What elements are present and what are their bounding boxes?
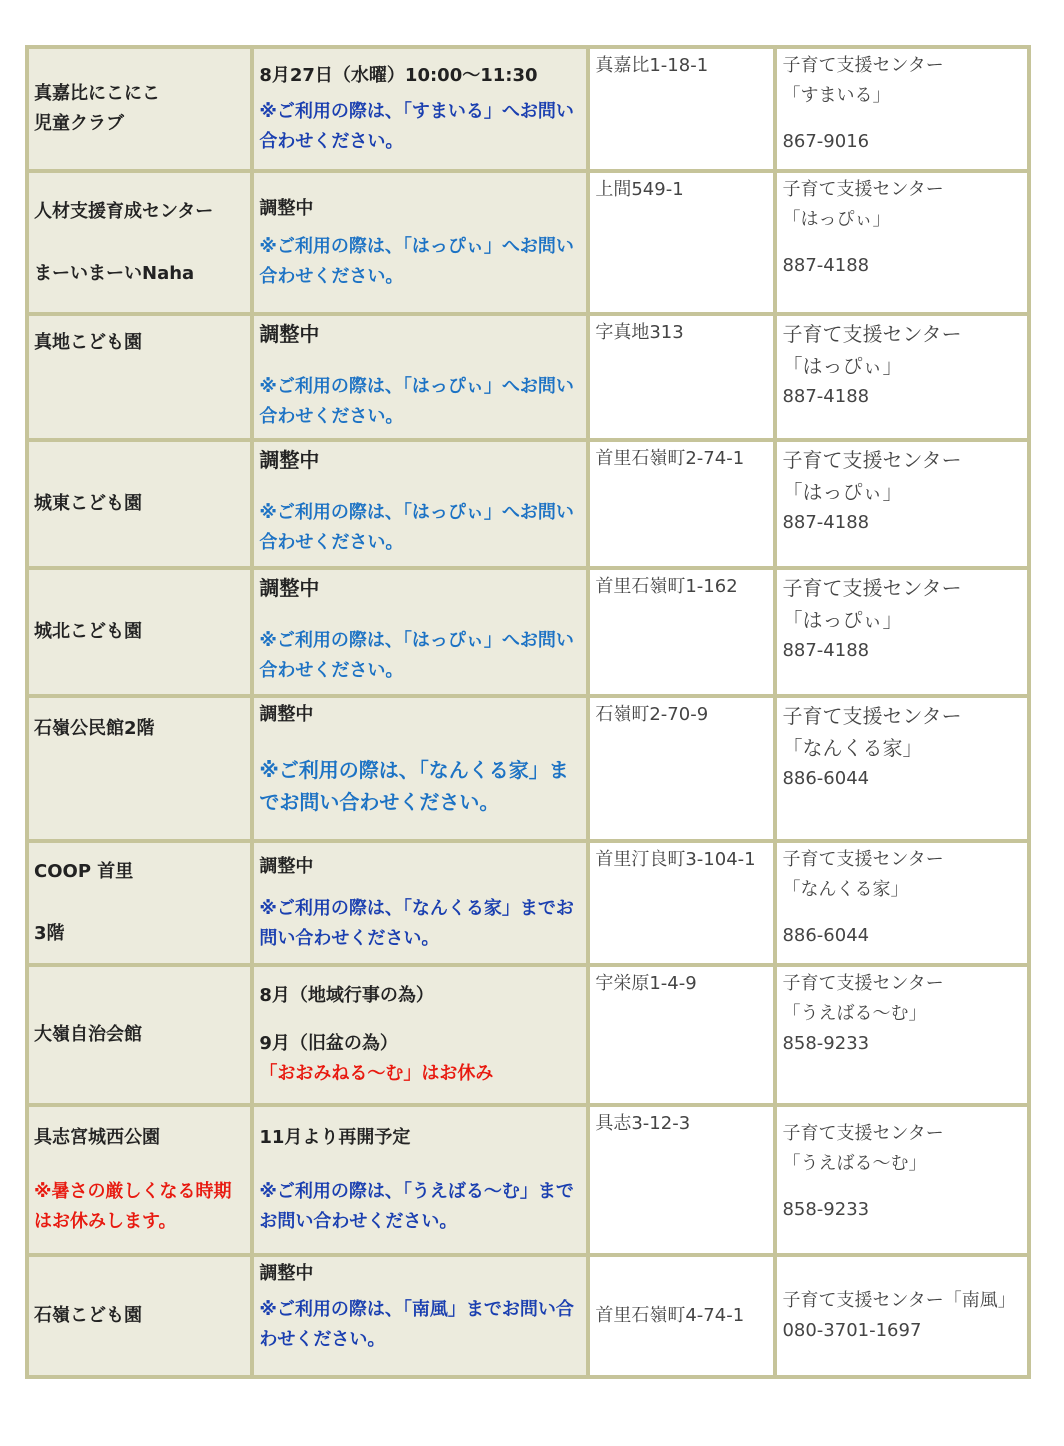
facility-cell xyxy=(27,841,252,965)
contact-note: ※ご利用の際は、「はっぴぃ」へお問い合わせください。 xyxy=(259,630,574,681)
center-cell xyxy=(775,568,1029,696)
center-phone: 887-4188 xyxy=(782,255,870,276)
schedule-text: 調整中 xyxy=(259,856,314,877)
table-row xyxy=(27,440,1029,568)
center-label: 子育て支援センター xyxy=(782,55,944,76)
address-cell: 字真地313 xyxy=(588,314,775,440)
center-phone: 887-4188 xyxy=(782,640,870,661)
facility-cell xyxy=(27,440,252,568)
schedule-cell xyxy=(252,1105,588,1255)
address-cell: 上間549-1 xyxy=(588,171,775,314)
contact-note: ※ご利用の際は、「はっぴぃ」へお問い合わせください。 xyxy=(259,376,574,427)
schedule-line: 9月（旧盆の為） xyxy=(259,1033,398,1054)
schedule-text: 調整中 xyxy=(259,704,314,725)
center-name: 「なんくる家」 xyxy=(782,736,923,760)
center-cell xyxy=(775,965,1029,1105)
facility-cell xyxy=(27,1105,252,1255)
facility-name: 児童クラブ xyxy=(34,113,124,134)
center-phone: 858-9233 xyxy=(782,1199,870,1220)
schedule-text: 調整中 xyxy=(259,576,320,600)
schedule-cell xyxy=(252,47,588,171)
table-row xyxy=(27,171,1029,314)
address-cell: 首里汀良町3-104-1 xyxy=(588,841,775,965)
contact-note: ※ご利用の際は、「すまいる」へお問い合わせください。 xyxy=(259,101,574,152)
facility-name: 人材支援育成センター xyxy=(34,200,214,222)
facility-cell xyxy=(27,696,252,841)
table-row xyxy=(27,314,1029,440)
center-label: 子育て支援センター xyxy=(782,179,944,200)
facility-name: 城東こども園 xyxy=(34,493,142,514)
center-cell xyxy=(775,171,1029,314)
schedule-table xyxy=(25,45,1031,1379)
facility-name: COOP 首里 xyxy=(34,861,134,882)
facility-note: ※暑さの厳しくなる時期はお休みします。 xyxy=(34,1181,232,1232)
table-row xyxy=(27,1105,1029,1255)
facility-cell xyxy=(27,568,252,696)
center-cell xyxy=(775,47,1029,171)
center-label: 子育て支援センター xyxy=(782,704,962,728)
table-row xyxy=(27,1255,1029,1377)
schedule-cell xyxy=(252,440,588,568)
schedule-cell xyxy=(252,1255,588,1377)
schedule-cell xyxy=(252,965,588,1105)
contact-note: ※ご利用の際は、「はっぴぃ」へお問い合わせください。 xyxy=(259,502,574,553)
center-phone: 886-6044 xyxy=(782,768,870,789)
center-label: 子育て支援センター xyxy=(782,448,962,472)
table-row xyxy=(27,965,1029,1105)
center-phone: 867-9016 xyxy=(782,131,870,152)
facility-name: 城北こども園 xyxy=(34,621,142,642)
center-phone: 887-4188 xyxy=(782,386,870,407)
center-cell xyxy=(775,696,1029,841)
contact-note: ※ご利用の際は、「なんくる家」までお問い合わせください。 xyxy=(259,758,569,814)
center-name: 「はっぴぃ」 xyxy=(782,480,903,504)
center-label: 子育て支援センター xyxy=(782,849,944,870)
address-cell: 首里石嶺町1-162 xyxy=(588,568,775,696)
facility-cell xyxy=(27,965,252,1105)
center-name: 「はっぴぃ」 xyxy=(782,608,903,632)
contact-note: ※ご利用の際は、「なんくる家」までお問い合わせください。 xyxy=(259,898,574,949)
table-row xyxy=(27,47,1029,171)
center-contact-cell: 子育て支援センター「南風」080-3701-1697 xyxy=(775,1255,1029,1377)
address-cell: 首里石嶺町2-74-1 xyxy=(588,440,775,568)
table-row xyxy=(27,696,1029,841)
center-cell xyxy=(775,440,1029,568)
center-name: 「はっぴぃ」 xyxy=(782,354,903,378)
center-label: 子育て支援センター xyxy=(782,1123,944,1144)
table-row xyxy=(27,568,1029,696)
facility-cell xyxy=(27,47,252,171)
center-cell xyxy=(775,314,1029,440)
center-phone: 887-4188 xyxy=(782,512,870,533)
facility-name: 真地こども園 xyxy=(34,332,142,353)
schedule-line: 8月（地域行事の為） xyxy=(259,985,434,1006)
center-name: 「うえばる～む」 xyxy=(782,1153,927,1174)
schedule-text: 調整中 xyxy=(259,1263,314,1284)
contact-note: ※ご利用の際は、「はっぴぃ」へお問い合わせください。 xyxy=(259,235,574,287)
center-name: 「すまいる」 xyxy=(782,85,891,106)
center-cell xyxy=(775,1105,1029,1255)
address-cell: 首里石嶺町4-74-1 xyxy=(588,1255,775,1377)
center-phone: 858-9233 xyxy=(782,1033,870,1054)
facility-name: 石嶺公民館2階 xyxy=(34,718,155,739)
center-name: 「なんくる家」 xyxy=(782,879,909,900)
schedule-table-wrapper xyxy=(25,45,1031,1379)
schedule-text: 11月より再開予定 xyxy=(259,1127,411,1148)
schedule-text: 8月27日（水曜）10:00～11:30 xyxy=(259,65,538,86)
address-cell: 宇栄原1-4-9 xyxy=(588,965,775,1105)
facility-cell xyxy=(27,171,252,314)
schedule-text: 調整中 xyxy=(259,197,314,219)
facility-cell xyxy=(27,1255,252,1377)
contact-note: ※ご利用の際は、「うえばる～む」までお問い合わせください。 xyxy=(259,1181,574,1232)
center-cell xyxy=(775,841,1029,965)
facility-name: 大嶺自治会館 xyxy=(34,1024,142,1045)
facility-name: まーいまーいNaha xyxy=(34,262,195,284)
closure-note: 「おおみねる～む」はお休み xyxy=(259,1063,494,1084)
address-cell: 具志3-12-3 xyxy=(588,1105,775,1255)
facility-name: 真嘉比にこにこ xyxy=(34,83,160,104)
facility-cell xyxy=(27,314,252,440)
schedule-text: 調整中 xyxy=(259,322,320,346)
facility-name: 3階 xyxy=(34,923,65,944)
schedule-cell xyxy=(252,696,588,841)
facility-name: 具志宮城西公園 xyxy=(34,1127,160,1148)
schedule-cell xyxy=(252,841,588,965)
center-label: 子育て支援センター xyxy=(782,973,944,994)
address-cell: 石嶺町2-70-9 xyxy=(588,696,775,841)
center-name: 「はっぴぃ」 xyxy=(782,209,891,230)
facility-name: 石嶺こども園 xyxy=(34,1305,142,1326)
center-name: 「うえばる～む」 xyxy=(782,1003,927,1024)
center-phone: 886-6044 xyxy=(782,925,870,946)
table-row xyxy=(27,841,1029,965)
center-label: 子育て支援センター xyxy=(782,576,962,600)
schedule-cell xyxy=(252,314,588,440)
schedule-cell xyxy=(252,568,588,696)
schedule-text: 調整中 xyxy=(259,448,320,472)
address-cell: 真嘉比1-18-1 xyxy=(588,47,775,171)
contact-note: ※ご利用の際は、「南風」までお問い合わせください。 xyxy=(259,1299,574,1350)
schedule-cell xyxy=(252,171,588,314)
center-label: 子育て支援センター xyxy=(782,322,962,346)
